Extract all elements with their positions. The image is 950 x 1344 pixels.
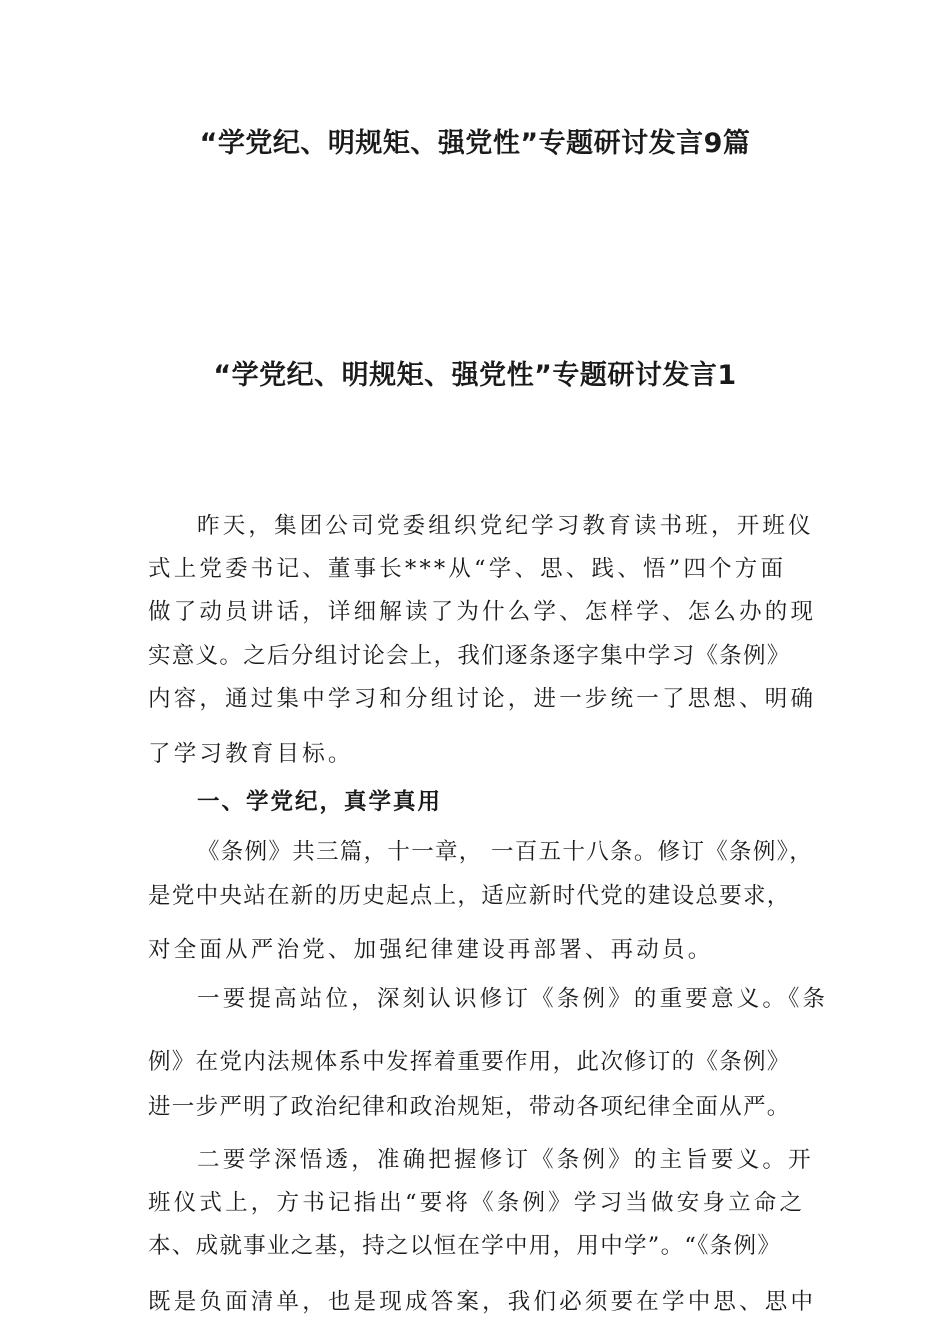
paragraph-line: 式上党委书记、董事长***从“学、思、践、悟”四个方面	[148, 556, 787, 582]
section-title: “学党纪、明规矩、强党性”专题研讨发言1	[213, 360, 737, 391]
paragraph-line: 本、成就事业之基，持之以恒在学中用，用中学”。“《条例》	[148, 1233, 782, 1259]
paragraph-line: 是党中央站在新的历史起点上，适应新时代党的建设总要求，	[148, 883, 791, 909]
paragraph-line: 班仪式上，方书记指出“要将《条例》学习当做安身立命之	[148, 1190, 806, 1216]
paragraph-line: 做了动员讲话，详细解读了为什么学、怎样学、怎么办的现	[148, 599, 817, 625]
section-heading: 一、学党纪，真学真用	[197, 789, 443, 815]
paragraph-line: 既是负面清单，也是现成答案，我们必须要在学中思、思中	[148, 1289, 817, 1315]
paragraph-line: 二要学深悟透，准确把握修订《条例》的主旨要义。开	[197, 1147, 814, 1173]
paragraph-line: 一要提高站位，深刻认识修订《条例》的重要意义。《条	[197, 986, 829, 1012]
paragraph-line: 了学习教育目标。	[148, 741, 354, 767]
paragraph-line: 对全面从严治党、加强纪律建设再部署、再动员。	[148, 937, 714, 963]
paragraph-line: 进一步严明了政治纪律和政治规矩，带动各项纪律全面从严。	[148, 1094, 791, 1120]
paragraph-line: 例》在党内法规体系中发挥着重要作用，此次修订的《条例》	[148, 1049, 791, 1075]
paragraph-line: 实意义。之后分组讨论会上，我们逐条逐字集中学习《条例》	[148, 643, 791, 669]
paragraph-line: 昨天，集团公司党委组织党纪学习教育读书班，开班仪	[197, 513, 814, 539]
document-title: “学党纪、明规矩、强党性”专题研讨发言9篇	[199, 128, 751, 159]
paragraph-line: 《条例》共三篇，十一章， 一百五十八条。修订《条例》，	[197, 839, 814, 865]
paragraph-line: 内容，通过集中学习和分组讨论，进一步统一了思想、明确	[148, 686, 817, 712]
